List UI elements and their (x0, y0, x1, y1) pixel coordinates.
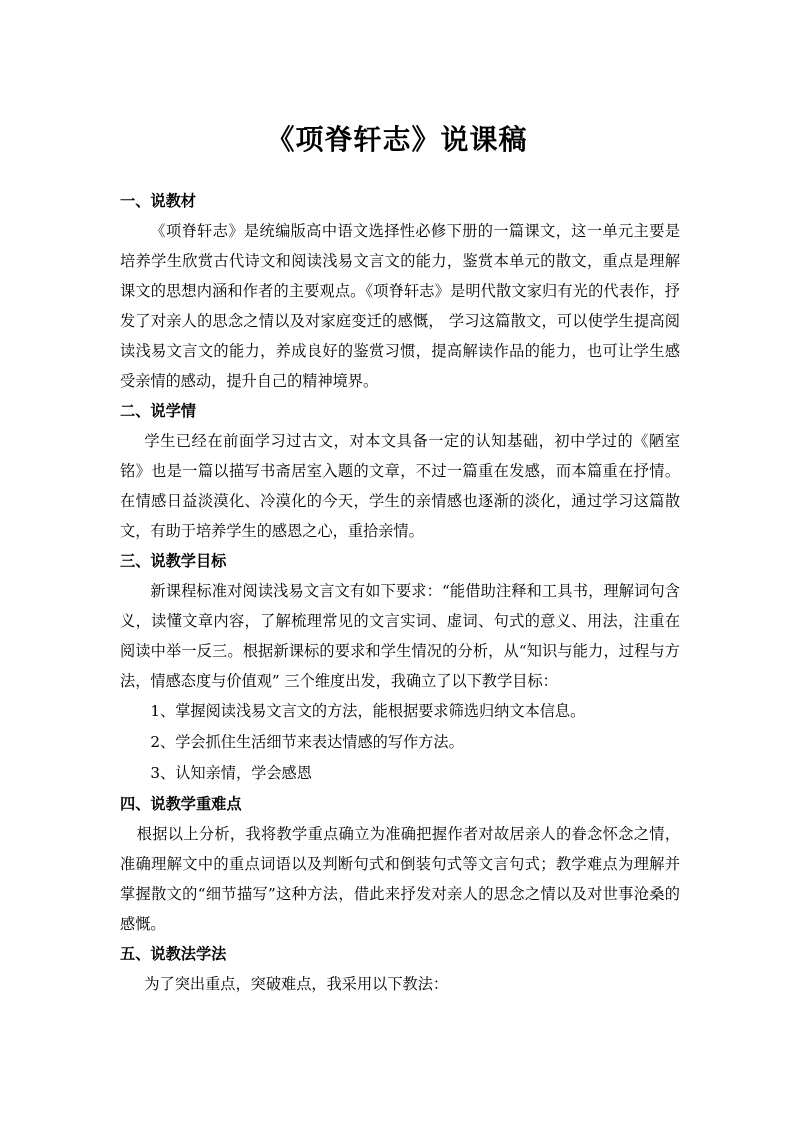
section-paragraph-methods: 为了突出重点，突破难点，我采用以下教法： (144, 975, 449, 993)
goal-item: 1、掌握阅读浅易文言文的方法，能根据要求筛选归纳文本信息。 (150, 702, 586, 720)
section-heading-textbook: 一、说教材 (120, 192, 196, 210)
section-heading-goals: 三、说教学目标 (120, 552, 227, 570)
section-heading-students: 二、说学情 (120, 402, 196, 420)
section-paragraph-key-points: 根据以上分析，我将教学重点确立为准确把握作者对故居亲人的眷念怀念之情，准确理解文中的重点词语以及判断句式和倒装句式等文言句式；教学难点为理解并掌握散文的“细节描写”这种方法，借此来抒发对亲人的思念之情以及对世事沧桑的感慨。 (120, 825, 680, 933)
section-paragraph-students: 学生已经在前面学习过古文，对本文具备一定的认知基础，初中学过的《陋室铭》也是一篇以描写书斋居室入题的文章，不过一篇重在发感，而本篇重在抒情。在情感日益淡漠化、冷漠化的今天，学生的亲情感也逐渐的淡化，通过学习这篇散文，有助于培养学生的感恩之心，重拾亲情。 (120, 432, 680, 540)
page-title: 《项脊轩志》说课稿 (266, 123, 528, 156)
document-body (120, 186, 680, 999)
section-paragraph-goals: 新课程标准对阅读浅易文言文有如下要求：“能借助注释和工具书，理解词句含义，读懂文章内容，了解梳理常见的文言实词、虚词、句式的意义、用法，注重在阅读中举一反三。根据新课标的要求和学生情况的分析，从“知识与能力，过程与方法，情感态度与价值观” 三个维度出发，我确立了以下教学目标： (120, 582, 680, 690)
section-heading-methods: 五、说教法学法 (120, 945, 227, 963)
section-heading-key-points: 四、说教学重难点 (120, 795, 242, 813)
goal-item: 3、认知亲情，学会感恩 (150, 764, 312, 782)
section-paragraph-textbook: 《项脊轩志》是统编版高中语文选择性必修下册的一篇课文，这一单元主要是培养学生欣赏古代诗文和阅读浅易文言文的能力，鉴赏本单元的散文，重点是理解课文的思想内涵和作者的主要观点。《项脊轩志》是明代散文家归有光的代表作，抒发了对亲人的思念之情以及对家庭变迁的感慨， 学习这篇散文，可以使学生提高阅读浅易文言文的能力，养成良好的鉴赏习惯，提高解读作品的能力，也可让学生感受亲情的感动，提升自己的精神境界。 (120, 222, 680, 390)
goal-item: 2、学会抓住生活细节来表达情感的写作方法。 (150, 733, 464, 751)
